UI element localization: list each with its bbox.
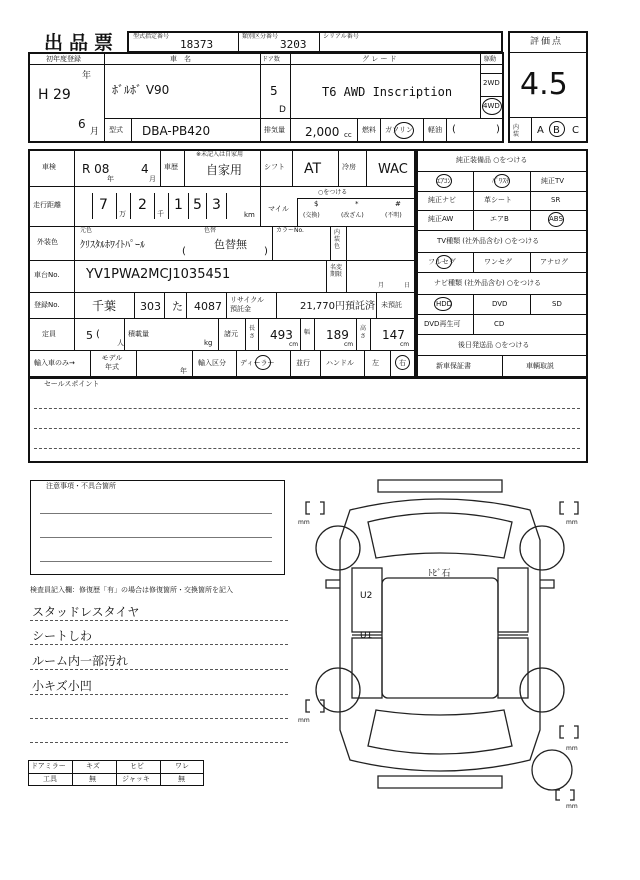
mileage-digit-5: 3 bbox=[212, 197, 221, 213]
inspection-box bbox=[28, 149, 416, 378]
oil-paren-close: ) bbox=[496, 124, 500, 135]
rating-label: 評価点 bbox=[530, 37, 564, 47]
grade-label: グ レ ー ド bbox=[362, 55, 397, 63]
legend-head-1: ドアミラー bbox=[31, 762, 66, 770]
mileage-digit-3: 1 bbox=[174, 197, 183, 213]
diagram-mm-4: mm bbox=[566, 745, 578, 752]
tv-title: TV種類 (社外品含む) ○をつける bbox=[437, 237, 540, 245]
name-change-month: 月 bbox=[378, 282, 385, 289]
rating-value: 4.5 bbox=[520, 67, 568, 102]
inspector-note-2: シートしわ bbox=[32, 629, 93, 643]
mileage-man: 万 bbox=[119, 210, 126, 218]
oil-paren-open: ( bbox=[452, 124, 456, 135]
navi-title: ナビ種類 (社外品含む) ○をつける bbox=[434, 279, 542, 287]
doors-value: 5 bbox=[270, 84, 278, 98]
equip-aircon-circle bbox=[436, 174, 452, 188]
first-reg-month: 6 bbox=[78, 117, 86, 131]
meter-star: * bbox=[355, 200, 359, 208]
capacity-label: 定員 bbox=[42, 330, 56, 338]
fuel-circle bbox=[394, 122, 414, 139]
drive-4wd-circle bbox=[482, 98, 502, 115]
equip-leather: 革シート bbox=[484, 196, 512, 204]
car-name-label: 車 名 bbox=[170, 55, 191, 63]
later-warranty: 新車保証書 bbox=[436, 362, 471, 370]
length-value: 493 bbox=[270, 328, 293, 342]
equip-aircon: ｴｱｺﾝ bbox=[437, 177, 451, 185]
equip-aw: 純正AW bbox=[428, 215, 454, 223]
recycle-status: 未預託 bbox=[381, 301, 402, 309]
later-title: 後日発送品 ○をつける bbox=[458, 341, 530, 349]
import-class-label: 輸入区分 bbox=[198, 359, 226, 367]
dims-label: 諸元 bbox=[224, 330, 238, 338]
equip-abs: ABS bbox=[549, 215, 563, 223]
capacity-paren: ( bbox=[96, 329, 100, 340]
model-year-label: モデル年式 bbox=[101, 354, 123, 371]
capacity-value: 5 bbox=[86, 329, 93, 342]
equip-airbag: エアB bbox=[490, 215, 509, 223]
handle-label: ハンドル bbox=[326, 359, 354, 367]
drive-label: 駆動 bbox=[484, 56, 497, 63]
color-no-label: カラーNo. bbox=[276, 227, 304, 234]
meter-hash: # bbox=[395, 200, 401, 208]
navi-hdd: HDD bbox=[436, 300, 453, 308]
mileage-digit-4: 5 bbox=[193, 197, 202, 213]
inspector-note-3: ルーム内一部汚れ bbox=[32, 654, 129, 668]
height-label: 高さ bbox=[360, 325, 367, 340]
displacement-value: 2,000 bbox=[305, 125, 340, 139]
notes-label: 注意事項・不具合箇所 bbox=[46, 482, 116, 490]
serial-label: シリアル番号 bbox=[323, 33, 359, 40]
reg-class: 303 bbox=[140, 300, 161, 313]
kata-value: 18373 bbox=[180, 38, 214, 51]
equipment-title: 純正装備品 ○をつける bbox=[456, 156, 528, 164]
legend-head-4: ワレ bbox=[175, 762, 189, 770]
legend-val-3: ジャッキ bbox=[122, 775, 150, 783]
first-reg-year-unit: 年 bbox=[82, 71, 92, 81]
reg-area: 千葉 bbox=[92, 299, 117, 313]
first-reg-era: H 29 bbox=[38, 87, 71, 103]
repaint-paren-close: ) bbox=[264, 246, 268, 257]
reg-label: 登録No. bbox=[34, 301, 60, 309]
fuel-label: 燃料 bbox=[362, 126, 376, 134]
car-name: ﾎﾞﾙﾎﾞ V90 bbox=[112, 83, 170, 97]
interior-grade-c: C bbox=[572, 125, 579, 136]
length-unit: cm bbox=[289, 341, 299, 348]
import-label: 輸入車のみ→ bbox=[34, 359, 75, 367]
meter-star-sub: (改ざん) bbox=[341, 212, 364, 219]
model-year-unit: 年 bbox=[180, 367, 187, 375]
interior-grade-circle bbox=[549, 121, 565, 137]
shift-value: AT bbox=[304, 161, 322, 177]
mileage-km: km bbox=[244, 211, 255, 219]
width-value: 189 bbox=[326, 328, 349, 342]
equip-sr: SR bbox=[551, 196, 561, 204]
original-color-label: 元色 bbox=[80, 227, 93, 234]
height-value: 147 bbox=[382, 328, 405, 342]
navi-dvd: DVD bbox=[492, 300, 508, 308]
shaken-year-unit: 年 bbox=[107, 175, 114, 183]
equip-abs-circle bbox=[548, 212, 564, 227]
kata-label: 型式指定番号 bbox=[133, 33, 170, 40]
diagram-mm-5: mm bbox=[566, 803, 578, 810]
tv-fullseg-circle bbox=[436, 255, 452, 269]
interior-grade-a: A bbox=[537, 125, 544, 136]
equip-powersteering: ﾊﾟﾜｽﾃ bbox=[492, 177, 510, 185]
drive-4wd: 4WD bbox=[483, 102, 500, 110]
vin-label: 車台No. bbox=[34, 271, 60, 279]
diagram-u2: U2 bbox=[360, 591, 373, 601]
fuel-value: ガソリン bbox=[385, 126, 413, 134]
original-color-value: ｸﾘｽﾀﾙﾎﾜｲﾄﾊﾟｰﾙ bbox=[80, 240, 145, 251]
diagram-mm-1: mm bbox=[298, 519, 310, 526]
model-value: DBA-PB420 bbox=[142, 124, 211, 138]
import-dealer: ディーラー bbox=[240, 359, 275, 367]
usage-value: 自家用 bbox=[206, 163, 243, 177]
handle-right: 右 bbox=[399, 359, 406, 367]
legend-val-2: 無 bbox=[89, 775, 96, 783]
drive-2wd: 2WD bbox=[483, 79, 500, 87]
mileage-digit-1: 7 bbox=[99, 197, 108, 213]
inspector-note-4: 小キズ小凹 bbox=[32, 679, 92, 693]
width-unit: cm bbox=[344, 341, 354, 348]
navi-cd: CD bbox=[494, 320, 505, 328]
color-label: 外装色 bbox=[37, 238, 58, 246]
document-title: 出品票 bbox=[44, 32, 120, 54]
ac-label: 冷房 bbox=[342, 163, 356, 171]
inspector-label: 検査員記入欄：修復歴「有」の場合は修復箇所・交換箇所を記入 bbox=[30, 586, 233, 594]
displacement-label: 排気量 bbox=[264, 126, 285, 134]
shaken-month-unit: 月 bbox=[149, 175, 156, 183]
meter-dollar: $ bbox=[314, 200, 319, 208]
equip-tv: 純正TV bbox=[541, 177, 565, 185]
legend-head-3: ヒビ bbox=[130, 762, 144, 770]
recycle-amount: 21,770円預託済 bbox=[300, 301, 375, 312]
name-change-label: 名変期限 bbox=[330, 264, 343, 278]
legend-val-1: 工具 bbox=[43, 775, 57, 783]
import-parallel: 並行 bbox=[296, 359, 310, 367]
ruibetsu-label: 類別区分番号 bbox=[242, 33, 279, 40]
navi-sd: SD bbox=[552, 300, 562, 308]
width-label: 幅 bbox=[304, 329, 311, 336]
tv-oneseg: ワンセグ bbox=[484, 258, 512, 266]
tv-analog: アナログ bbox=[540, 258, 568, 266]
ruibetsu-value: 3203 bbox=[280, 38, 307, 51]
shaken-value: R 08 bbox=[82, 162, 110, 176]
recycle-label: リサイクル預託金 bbox=[230, 296, 265, 313]
meter-label: マイル bbox=[268, 205, 289, 213]
handle-right-circle bbox=[395, 355, 410, 370]
vin-value: YV1PWA2MCJ1035451 bbox=[86, 267, 231, 282]
mileage-digit-2: 2 bbox=[138, 197, 147, 213]
meter-circle-note: ○をつける bbox=[318, 189, 348, 196]
repaint-value: 色替無 bbox=[214, 238, 247, 251]
inspector-note-1: スタッドレスタイヤ bbox=[32, 605, 140, 619]
capacity-unit: 人 bbox=[117, 339, 124, 347]
model-label: 型式 bbox=[109, 126, 123, 134]
reg-kana: た bbox=[172, 300, 183, 313]
diagram-mm-3: mm bbox=[298, 717, 310, 724]
vehicle-damage-diagram bbox=[290, 470, 590, 810]
navi-hdd-circle bbox=[434, 297, 452, 311]
equip-navi: 純正ナビ bbox=[428, 196, 456, 204]
interior-label: 内装 bbox=[513, 124, 520, 138]
sales-point-box bbox=[28, 377, 588, 463]
interior-color-label: 内装色 bbox=[334, 229, 341, 250]
handle-left: 左 bbox=[372, 359, 379, 367]
reg-number: 4087 bbox=[194, 300, 222, 313]
shaken-label: 車検 bbox=[42, 163, 56, 171]
repaint-label: 色替 bbox=[204, 227, 217, 234]
usage-note: ※未記入は自家用 bbox=[196, 151, 244, 158]
doors-suffix: D bbox=[279, 105, 286, 115]
mileage-label: 走行距離 bbox=[33, 201, 61, 209]
shift-label: シフト bbox=[264, 163, 285, 171]
meter-hash-sub: (不明) bbox=[385, 212, 402, 219]
repaint-paren-open: ( bbox=[182, 246, 186, 257]
diagram-chip-label: ﾄﾋﾞ石 bbox=[428, 569, 451, 579]
usage-label: 車歴 bbox=[164, 163, 178, 171]
name-change-day: 日 bbox=[404, 282, 411, 289]
displacement-unit: cc bbox=[344, 131, 352, 139]
tv-fullseg: フルセグ bbox=[428, 258, 456, 266]
diagram-mm-2: mm bbox=[566, 519, 578, 526]
legend-head-2: キズ bbox=[86, 762, 100, 770]
length-label: 長さ bbox=[249, 325, 256, 340]
later-manual: 車輌取説 bbox=[526, 362, 554, 370]
mileage-sen: 千 bbox=[157, 210, 164, 218]
load-label: 積載量 bbox=[128, 330, 149, 338]
oil-label: 軽油 bbox=[428, 126, 442, 134]
sales-point-label: セールスポイント bbox=[44, 380, 100, 388]
meter-dollar-sub: (交換) bbox=[303, 212, 320, 219]
import-dealer-circle bbox=[255, 355, 271, 370]
interior-grade-b: B bbox=[553, 125, 560, 136]
height-unit: cm bbox=[400, 341, 410, 348]
doors-label: ドア数 bbox=[262, 56, 280, 63]
navi-dvd-play: DVD再生可 bbox=[424, 320, 461, 328]
ac-value: WAC bbox=[378, 162, 408, 177]
legend-val-4: 無 bbox=[178, 775, 185, 783]
equip-powersteering-circle bbox=[494, 174, 510, 188]
shaken-month: 4 bbox=[141, 162, 149, 176]
first-reg-month-unit: 月 bbox=[90, 127, 100, 137]
grade-value: T6 AWD Inscription bbox=[322, 85, 453, 99]
first-reg-label: 初年度登録 bbox=[46, 55, 81, 63]
diagram-u1: U1 bbox=[360, 631, 373, 641]
load-unit: kg bbox=[204, 339, 213, 347]
